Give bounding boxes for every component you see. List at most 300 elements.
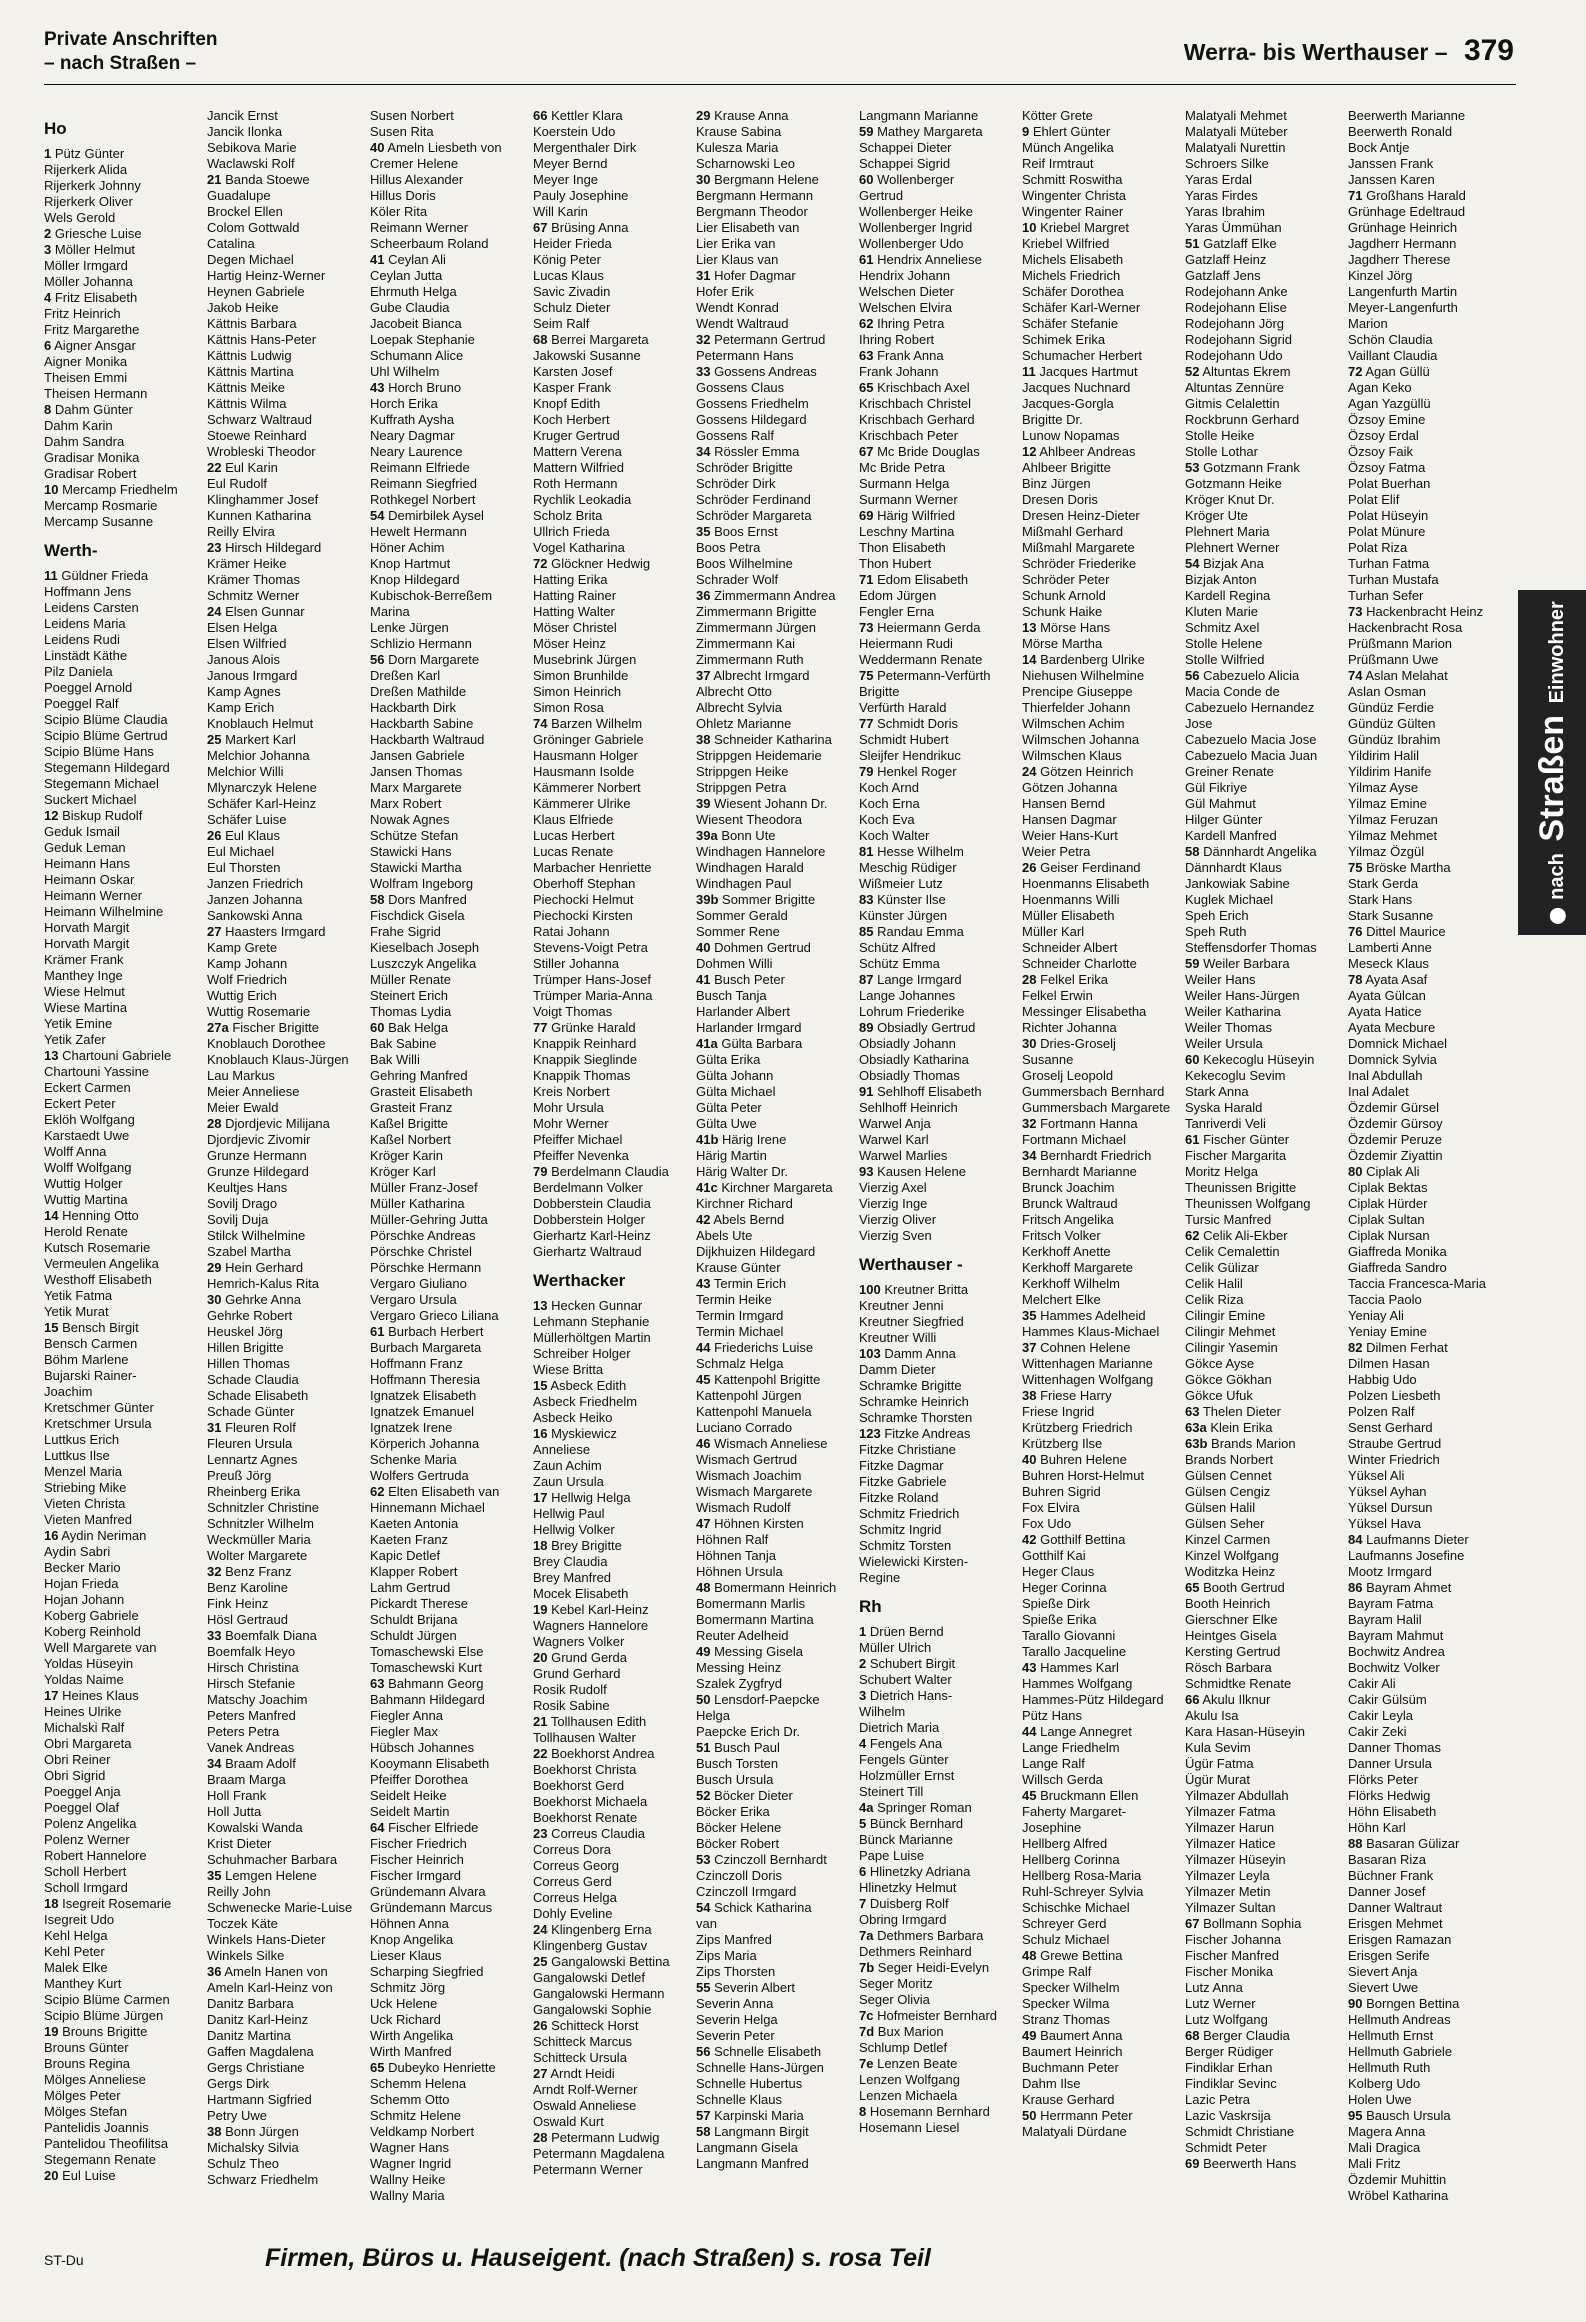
resident-name: Specker Wilhelm	[1022, 1980, 1120, 1995]
resident-entry	[533, 2082, 684, 2098]
resident-name: Cakir Leyla	[1348, 1708, 1414, 1723]
house-number: 80	[1348, 1164, 1363, 1179]
resident-entry	[533, 1426, 684, 1442]
resident-name: Aslan Osman	[1348, 684, 1427, 699]
resident-name: Kättnis Barbara	[207, 316, 297, 331]
resident-entry	[1348, 1612, 1499, 1628]
resident-name: Bak Helga	[388, 1020, 449, 1035]
resident-name: Heynen Gabriele	[207, 284, 305, 299]
resident-name: Boekhorst Michaela	[533, 1794, 648, 1809]
resident-entry	[533, 572, 684, 588]
resident-entry	[1022, 1804, 1173, 1820]
resident-name: Fischdick Gisela	[370, 908, 465, 923]
resident-entry	[44, 632, 195, 648]
resident-entry	[1348, 1740, 1499, 1756]
resident-entry	[44, 338, 195, 354]
resident-entry	[1348, 1900, 1499, 1916]
resident-entry	[1185, 1388, 1336, 1404]
resident-name: Mörse Martha	[1022, 636, 1103, 651]
resident-entry	[696, 1596, 847, 1612]
resident-entry	[370, 2188, 521, 2204]
resident-name: Hösl Gertraud	[207, 1612, 288, 1627]
resident-name: Schwarz Waltraud	[207, 412, 312, 427]
resident-entry	[859, 1832, 1010, 1848]
resident-name: Yeniay Emine	[1348, 1324, 1428, 1339]
resident-entry	[207, 1516, 358, 1532]
house-number: 40	[370, 140, 385, 155]
resident-entry	[1348, 316, 1499, 332]
resident-name: Gradisar Robert	[44, 466, 137, 481]
resident-entry	[207, 764, 358, 780]
resident-entry	[859, 1228, 1010, 1244]
house-number: 38	[207, 2124, 222, 2139]
resident-entry	[44, 696, 195, 712]
resident-entry	[1185, 1068, 1336, 1084]
resident-name: Boemfalk Heyo	[207, 1644, 296, 1659]
resident-entry	[533, 988, 684, 1004]
resident-entry	[44, 1096, 195, 1112]
resident-entry	[1348, 348, 1499, 364]
resident-entry	[1022, 1164, 1173, 1180]
resident-entry	[1185, 140, 1336, 156]
resident-entry	[370, 1372, 521, 1388]
resident-entry	[859, 732, 1010, 748]
resident-entry	[1348, 956, 1499, 972]
resident-entry	[207, 1500, 358, 1516]
resident-entry	[696, 1804, 847, 1820]
resident-entry	[1185, 1116, 1336, 1132]
resident-entry	[696, 428, 847, 444]
resident-entry	[1348, 1228, 1499, 1244]
resident-name: Polat Buerhan	[1348, 476, 1431, 491]
resident-entry	[207, 2044, 358, 2060]
resident-entry	[44, 776, 195, 792]
resident-name: Fischer Günter	[1203, 1132, 1290, 1147]
resident-name: Wallny Heike	[370, 2172, 446, 2187]
resident-entry	[44, 760, 195, 776]
resident-name: Sievert Uwe	[1348, 1980, 1419, 1995]
resident-entry	[370, 1852, 521, 1868]
resident-entry	[1022, 140, 1173, 156]
resident-entry	[44, 680, 195, 696]
resident-entry	[1022, 1596, 1173, 1612]
resident-entry	[696, 700, 847, 716]
resident-entry	[1022, 796, 1173, 812]
resident-entry	[207, 780, 358, 796]
resident-entry	[207, 476, 358, 492]
resident-name: Severin Albert	[714, 1980, 796, 1995]
resident-entry	[696, 492, 847, 508]
resident-name: Buhren Sigrid	[1022, 1484, 1101, 1499]
resident-name: Fischer Monika	[1185, 1964, 1274, 1979]
resident-entry	[1022, 1868, 1173, 1884]
resident-name: Hirsch Hildegard	[225, 540, 322, 555]
resident-entry	[370, 1340, 521, 1356]
resident-name: Brigitte Dr.	[1022, 412, 1083, 427]
resident-name: Lamberti Anne	[1348, 940, 1432, 955]
resident-entry	[44, 2152, 195, 2168]
resident-entry	[1185, 1708, 1336, 1724]
resident-entry	[696, 972, 847, 988]
resident-entry	[1022, 524, 1173, 540]
resident-name: Özdemir Gürsoy	[1348, 1116, 1443, 1131]
resident-entry	[370, 1756, 521, 1772]
resident-name: Pörschke Andreas	[370, 1228, 476, 1243]
house-number: 82	[1348, 1340, 1363, 1355]
resident-name: Grünke Harald	[551, 1020, 636, 1035]
resident-name: Poeggel Ralf	[44, 696, 119, 711]
resident-entry	[207, 220, 358, 236]
resident-entry	[533, 1986, 684, 2002]
resident-entry	[696, 1836, 847, 1852]
resident-entry	[1185, 1324, 1336, 1340]
house-number: 21	[207, 172, 222, 187]
resident-entry	[1185, 2140, 1336, 2156]
resident-entry	[859, 1362, 1010, 1378]
resident-entry	[207, 748, 358, 764]
resident-entry	[1348, 1356, 1499, 1372]
resident-entry	[533, 668, 684, 684]
resident-entry	[44, 1944, 195, 1960]
resident-entry	[1348, 268, 1499, 284]
resident-entry	[859, 988, 1010, 1004]
house-number: 72	[1348, 364, 1363, 379]
resident-name: Schenke Maria	[370, 1452, 457, 1467]
resident-name: Albrecht Otto	[696, 684, 772, 699]
resident-entry	[1185, 172, 1336, 188]
resident-name: Stolle Wilfried	[1185, 652, 1265, 667]
resident-name: Wiesent Theodora	[696, 812, 802, 827]
resident-entry	[1185, 1820, 1336, 1836]
resident-entry	[696, 2044, 847, 2060]
resident-name: Rodejohann Jörg	[1185, 316, 1285, 331]
resident-name: Höhnen Ursula	[696, 1564, 783, 1579]
resident-name: Dohmen Gertrud	[714, 940, 811, 955]
resident-name: Rodejohann Elise	[1185, 300, 1287, 315]
resident-name: Bardenberg Ulrike	[1040, 652, 1145, 667]
directory-columns	[44, 108, 1516, 2238]
resident-entry	[1348, 1724, 1499, 1740]
resident-name: Schröder Ferdinand	[696, 492, 811, 507]
resident-name: Gangalowski Bettina	[551, 1954, 670, 1969]
resident-entry	[1185, 940, 1336, 956]
resident-entry	[696, 1964, 847, 1980]
resident-entry	[696, 1740, 847, 1756]
resident-name: Mohr Ursula	[533, 1100, 604, 1115]
resident-name: Horch Bruno	[388, 380, 462, 395]
resident-entry	[533, 1474, 684, 1490]
resident-entry	[1022, 204, 1173, 220]
resident-name: Michalski Ralf	[44, 1720, 125, 1735]
resident-name: Asbeck Heiko	[533, 1410, 613, 1425]
resident-entry	[207, 1660, 358, 1676]
resident-entry	[859, 652, 1010, 668]
resident-entry	[44, 1576, 195, 1592]
resident-name: Windhagen Hannelore	[696, 844, 826, 859]
resident-name: Janzen Johanna	[207, 892, 303, 907]
resident-name: Ehrmuth Helga	[370, 284, 457, 299]
resident-name: Bernhardt Marianne	[1022, 1164, 1137, 1179]
resident-entry	[370, 940, 521, 956]
resident-entry	[44, 952, 195, 968]
resident-name: Pfeiffer Nevenka	[533, 1148, 629, 1163]
resident-name: Domnick Sylvia	[1348, 1052, 1437, 1067]
resident-entry	[44, 2040, 195, 2056]
resident-entry	[533, 1890, 684, 1906]
resident-name: Reif Irmtraut	[1022, 156, 1094, 171]
resident-entry	[370, 828, 521, 844]
resident-name: Krause Anna	[714, 108, 789, 123]
resident-entry	[859, 2088, 1010, 2104]
resident-name: Jose	[1185, 716, 1213, 731]
resident-entry	[207, 1100, 358, 1116]
resident-entry	[207, 1116, 358, 1132]
resident-name: Höhnen Ralf	[696, 1532, 769, 1547]
resident-name: Celik Riza	[1185, 1292, 1244, 1307]
resident-entry	[1022, 428, 1173, 444]
resident-entry	[696, 1212, 847, 1228]
resident-entry	[44, 856, 195, 872]
resident-name: Gatzlaff Heinz	[1185, 252, 1267, 267]
page-header-left	[44, 28, 218, 76]
resident-entry	[1022, 1916, 1173, 1932]
resident-entry	[533, 2018, 684, 2034]
resident-entry	[696, 1388, 847, 1404]
resident-entry	[1348, 2060, 1499, 2076]
resident-entry	[696, 1660, 847, 1676]
resident-entry	[207, 1740, 358, 1756]
resident-name: Kubischok-Berreßem	[370, 588, 493, 603]
resident-entry	[207, 1484, 358, 1500]
resident-entry	[859, 668, 1010, 684]
resident-name: Guadalupe	[207, 188, 271, 203]
resident-name: Yoldas Naime	[44, 1672, 124, 1687]
resident-entry	[859, 1490, 1010, 1506]
resident-name: Josephine	[1022, 1820, 1082, 1835]
resident-entry	[696, 1820, 847, 1836]
resident-entry	[1022, 1980, 1173, 1996]
house-number: 18	[44, 1896, 59, 1911]
resident-entry	[859, 1554, 1010, 1570]
resident-entry	[533, 1180, 684, 1196]
resident-entry	[859, 796, 1010, 812]
resident-name: Schmitt Roswitha	[1022, 172, 1123, 187]
resident-name: Lucas Renate	[533, 844, 614, 859]
resident-name: Gaffen Magdalena	[207, 2044, 314, 2059]
house-number: 68	[1185, 2028, 1200, 2043]
resident-entry	[533, 380, 684, 396]
side-tab-strassen: Straßen	[1532, 714, 1571, 842]
resident-name: Heider Frieda	[533, 236, 612, 251]
resident-entry	[1022, 156, 1173, 172]
resident-name: Grunze Hermann	[207, 1148, 307, 1163]
resident-entry	[1185, 1004, 1336, 1020]
resident-name: Brey Manfred	[533, 1570, 612, 1585]
house-number: 67	[859, 444, 874, 459]
resident-entry	[1185, 1884, 1336, 1900]
resident-name: Wittenhagen Marianne	[1022, 1356, 1153, 1371]
house-number: 100	[859, 1282, 881, 1297]
resident-name: Schlizio Hermann	[370, 636, 472, 651]
resident-name: Wielewicki Kirsten-	[859, 1554, 969, 1569]
resident-name: Binz Jürgen	[1022, 476, 1091, 491]
resident-name: Bruckmann Ellen	[1040, 1788, 1139, 1803]
resident-name: Giaffreda Sandro	[1348, 1260, 1447, 1275]
resident-name: Brüsing Anna	[551, 220, 629, 235]
resident-entry	[207, 876, 358, 892]
resident-entry	[44, 514, 195, 530]
resident-entry	[696, 1340, 847, 1356]
resident-entry	[44, 792, 195, 808]
resident-entry	[1348, 1692, 1499, 1708]
resident-entry	[207, 1276, 358, 1292]
resident-name: Reimann Siegfried	[370, 476, 477, 491]
side-tab-einwohner: Einwohner	[1545, 601, 1568, 704]
resident-entry	[207, 1308, 358, 1324]
resident-name: Dittel Maurice	[1366, 924, 1446, 939]
resident-name: Melchior Willi	[207, 764, 284, 779]
resident-entry	[370, 252, 521, 268]
resident-name: Yaras Ümmühan	[1185, 220, 1282, 235]
resident-entry	[1022, 1244, 1173, 1260]
resident-name: Hackbarth Sabine	[370, 716, 474, 731]
resident-name: Poeggel Anja	[44, 1784, 121, 1799]
house-number: 73	[859, 620, 874, 635]
resident-name: Geduk Ismail	[44, 824, 120, 839]
house-number: 62	[1185, 1228, 1200, 1243]
resident-name: Niehusen Wilhelmine	[1022, 668, 1145, 683]
resident-entry	[1348, 204, 1499, 220]
resident-entry	[859, 1052, 1010, 1068]
resident-entry	[207, 1756, 358, 1772]
resident-entry	[370, 1564, 521, 1580]
resident-entry	[1348, 1372, 1499, 1388]
resident-entry	[1348, 444, 1499, 460]
resident-name: Scholl Herbert	[44, 1864, 127, 1879]
resident-entry	[1348, 1244, 1499, 1260]
resident-entry	[859, 972, 1010, 988]
resident-name: Gotzmann Frank	[1203, 460, 1300, 475]
resident-name: Djordjevic Zivomir	[207, 1132, 311, 1147]
resident-entry	[1185, 588, 1336, 604]
resident-entry	[696, 1532, 847, 1548]
resident-name: Harlander Irmgard	[696, 1020, 802, 1035]
house-number: 23	[207, 540, 222, 555]
resident-name: Gülsen Seher	[1185, 1516, 1265, 1531]
resident-entry	[696, 2076, 847, 2092]
resident-name: Wolfram Ingeborg	[370, 876, 474, 891]
resident-entry	[533, 588, 684, 604]
resident-name: Dresen Heinz-Dieter	[1022, 508, 1140, 523]
resident-entry	[1348, 540, 1499, 556]
resident-name: Hoenmanns Willi	[1022, 892, 1120, 907]
resident-entry	[1022, 1068, 1173, 1084]
resident-entry	[859, 508, 1010, 524]
resident-entry	[533, 780, 684, 796]
resident-name: Winter Friedrich	[1348, 1452, 1440, 1467]
resident-name: Kötter Grete	[1022, 108, 1093, 123]
resident-name: Marbacher Henriette	[533, 860, 652, 875]
resident-entry	[1185, 1020, 1336, 1036]
resident-name: Helga	[696, 1708, 730, 1723]
resident-name: Karsten Josef	[533, 364, 613, 379]
resident-entry	[44, 584, 195, 600]
house-number: 72	[533, 556, 548, 571]
resident-entry	[370, 700, 521, 716]
resident-name: Schnitzler Christine	[207, 1500, 319, 1515]
house-number: 58	[696, 2124, 711, 2139]
resident-name: Hlinetzky Helmut	[859, 1880, 957, 1895]
resident-name: Seger Moritz	[859, 1976, 933, 1991]
resident-name: Hendrix Johann	[859, 268, 951, 283]
resident-name: Geiser Ferdinand	[1040, 860, 1141, 875]
resident-entry	[1348, 252, 1499, 268]
resident-entry	[859, 1976, 1010, 1992]
house-number: 30	[207, 1292, 222, 1307]
resident-name: Özsoy Fatma	[1348, 460, 1426, 475]
resident-name: Lucas Klaus	[533, 268, 604, 283]
resident-name: Dahm Ilse	[1022, 2076, 1081, 2091]
resident-name: Fischer Brigitte	[232, 1020, 320, 1035]
resident-entry	[370, 1948, 521, 1964]
resident-entry	[1185, 1964, 1336, 1980]
house-number: 53	[1185, 460, 1200, 475]
resident-name: Bujarski Rainer-	[44, 1368, 137, 1383]
resident-entry	[533, 348, 684, 364]
resident-name: Yilmazer Abdullah	[1185, 1788, 1289, 1803]
house-number: 42	[1022, 1532, 1037, 1547]
resident-name: Yetik Zafer	[44, 1032, 106, 1047]
resident-entry	[533, 684, 684, 700]
resident-name: Obri Reiner	[44, 1752, 111, 1767]
house-number: 26	[1022, 860, 1037, 875]
resident-entry	[859, 524, 1010, 540]
house-number: 13	[533, 1298, 548, 1313]
resident-entry	[207, 1964, 358, 1980]
resident-name: Obri Sigrid	[44, 1768, 106, 1783]
resident-name: Susen Rita	[370, 124, 434, 139]
resident-name: Plehnert Maria	[1185, 524, 1270, 539]
resident-name: Fitzke Dagmar	[859, 1458, 944, 1473]
resident-entry	[370, 620, 521, 636]
resident-name: Meier Anneliese	[207, 1084, 300, 1099]
resident-entry	[533, 604, 684, 620]
resident-entry	[1022, 1036, 1173, 1052]
resident-name: Vermeulen Angelika	[44, 1256, 159, 1271]
resident-entry	[1022, 1116, 1173, 1132]
resident-entry	[533, 2098, 684, 2114]
resident-entry	[44, 1864, 195, 1880]
resident-entry	[1348, 924, 1499, 940]
resident-name: Fritsch Volker	[1022, 1228, 1101, 1243]
resident-name: Eul Michael	[207, 844, 275, 859]
resident-entry	[44, 1048, 195, 1064]
resident-name: Cabezuelo Macia Juan	[1185, 748, 1318, 763]
resident-entry	[533, 1442, 684, 1458]
resident-name: Kreutner Jenni	[859, 1298, 944, 1313]
resident-name: Wolter Margarete	[207, 1548, 308, 1563]
resident-name: Hillus Doris	[370, 188, 436, 203]
resident-entry	[533, 268, 684, 284]
resident-entry	[859, 460, 1010, 476]
resident-name: Celik Cemalettin	[1185, 1244, 1280, 1259]
resident-name: Seidelt Martin	[370, 1804, 450, 1819]
resident-entry	[370, 2076, 521, 2092]
resident-name: Rijerkerk Alida	[44, 162, 128, 177]
resident-entry	[533, 1132, 684, 1148]
resident-name: Stark Hans	[1348, 892, 1413, 907]
resident-name: Leidens Carsten	[44, 600, 139, 615]
